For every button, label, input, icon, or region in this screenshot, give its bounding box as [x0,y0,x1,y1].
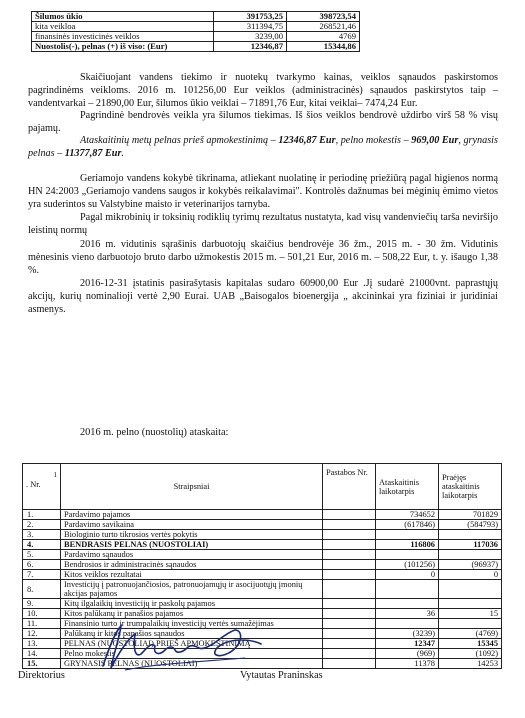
row-number: 10. [23,609,61,619]
row-item: Pardavimo sąnaudos [61,550,323,560]
row-number: 12. [23,629,61,639]
row-number: 6. [23,560,61,570]
signatory-name: Vytautas Praninskas [240,670,323,681]
value-current [376,530,439,540]
row-notes [323,659,376,669]
value-previous: 14253 [439,659,502,669]
table-row [23,599,502,609]
row-item: PELNAS (NUOSTOLIAI) PRIEŠ APMOKESTINIMĄ [61,639,323,649]
table-row [32,32,360,42]
header-previous-period: Praėjęs ataskaitinis laikotarpis [439,464,502,510]
value-2016: 3239,00 [214,32,287,42]
row-item: Pardavimo pajamos [61,510,323,520]
value-2016: 311394,75 [214,22,287,32]
value-previous: 117036 [439,540,502,550]
row-number: 1. [23,510,61,520]
row-number: 11. [23,619,61,629]
table-row [32,22,360,32]
value-2015: 15344,86 [287,42,360,52]
value-previous [439,550,502,560]
row-number: 7. [23,570,61,580]
row-item: Palūkanų ir kitos panašios sąnaudos [61,629,323,639]
row-item: Pelno mokestis [61,649,323,659]
row-number: 8. [23,580,61,599]
row-notes [323,639,376,649]
table-row [23,609,502,619]
row-number: 14. [23,649,61,659]
value-previous: (4769) [439,629,502,639]
value-current: 116806 [376,540,439,550]
row-notes [323,629,376,639]
header-items: Straipsniai [61,464,323,510]
value-current: 734652 [376,510,439,520]
table-row [23,580,502,599]
row-number: 4. [23,540,61,550]
value-previous: (584793) [439,520,502,530]
row-notes [323,609,376,619]
value-current [376,599,439,609]
row-item: Pardavimo savikaina [61,520,323,530]
row-number: 15. [23,659,61,669]
row-notes [323,550,376,560]
paragraph-capital: 2016-12-31 įstatinis pasirašytasis kapitalas sudaro 60900,00 Eur .Jį sudarė 21000vnt. paprastųjų akcijų, kurių nominalioji vertė 2,90 Eurai. UAB „Baisogalos bioenergija „ akcininkai yra fiziniai ir juridiniai asmenys. [28,278,498,315]
value-previous: (96937) [439,560,502,570]
row-number: 3. [23,530,61,540]
row-label: finansinės investicinės veiklos [32,32,214,42]
row-notes [323,570,376,580]
value-previous [439,599,502,609]
row-label: Šilumos ūkio [32,12,214,22]
row-item: Kitos veiklos rezultatai [61,570,323,580]
row-label: Nuostolis(-), pelnas (+) iš viso: (Eur) [32,42,214,52]
row-number: 5. [23,550,61,560]
row-number: 2. [23,520,61,530]
header-notes: Pastabos Nr. [323,464,376,510]
value-previous: (1092) [439,649,502,659]
value-2015: 268521,46 [287,22,360,32]
row-notes [323,540,376,550]
paragraph-main-activity: Pagrindinė bendrovės veikla yra šilumos tiekimas. Iš šios veiklos bendrovė uždirbo virš 58 % visų pajamų. [28,110,498,134]
row-number: 9. [23,599,61,609]
value-current: 11378 [376,659,439,669]
row-item: BENDRASIS PELNAS (NUOSTOLIAI) [61,540,323,550]
value-previous: 15 [439,609,502,619]
value-previous: 701829 [439,510,502,520]
value-current: 0 [376,570,439,580]
row-notes [323,530,376,540]
value-previous: 15345 [439,639,502,649]
value-previous [439,580,502,599]
value-2015: 398723,54 [287,12,360,22]
paragraph-water-quality: Geriamojo vandens kokybė tikrinama, atliekant nuolatinę ir periodinę priežiūrą pagal higienos normą HN 24:2003 „Geriamojo vandens saugos ir kokybės reikalavimai". Kontrolės dažnumas bei mėginių ėmimo vietos yra suderintos su Valstybine maisto ir veterinarijos tarnyba. [28,173,498,210]
value-2016: 12346,87 [214,42,287,52]
value-current [376,550,439,560]
value-current: 12347 [376,639,439,649]
value-current: (617846) [376,520,439,530]
paragraph-profit-summary: Ataskaitinių metų pelnas prieš apmokestinimą – 12346,87 Eur, pelno mokestis – 969,00 Eur, grynasis pelnas – 11377,87 Eur. [28,135,498,159]
row-item: Finansinio turto ir trumpalaikių investicijų vertės sumažėjimas [61,619,323,629]
row-notes [323,599,376,609]
value-current: (101256) [376,560,439,570]
row-notes [323,580,376,599]
activity-results-table [31,11,360,52]
value-previous: 0 [439,570,502,580]
value-2015: 4769 [287,32,360,42]
value-previous [439,530,502,540]
table-row [32,12,360,22]
signature-role: Direktorius [18,670,65,681]
row-item: Biologinio turto tikrosios vertės pokytis [61,530,323,540]
table-row [32,42,360,52]
row-item: Investicijų į patronuojančiosios, patronuojamųjų ir asocijuotųjų įmonių akcijas pajamos [61,580,323,599]
table-row [23,530,502,540]
paragraph-pollution: Pagal mikrobinių ir toksinių rodiklių tyrimų rezultatus nustatyta, kad visų vandenviečių tarša neviršijo leistinų normų [28,212,498,236]
table-row [23,540,502,550]
row-item: Kitų ilgalaikių investicijų ir paskolų pajamos [61,599,323,609]
paragraph-employees: 2016 m. vidutinis sąrašinis darbuotojų skaičius bendrovėje 36 žm., 2015 m. - 30 žm. Vidutinis mėnesinis vieno darbuotojo bruto darbo užmokestis 2015 m. – 501,21 Eur, 2016 m. – 508,22 Eur, t. y. išaugo 1,38 %. [28,239,498,276]
row-notes [323,520,376,530]
row-notes [323,560,376,570]
row-item: Bendrosios ir administracinės sąnaudos [61,560,323,570]
row-item: GRYNASIS PELNAS (NUOSTOLIAI) [61,659,323,669]
value-current: (969) [376,649,439,659]
header-current-period: Ataskaitinis laikotarpis [376,464,439,510]
value-2016: 391753,25 [214,12,287,22]
table-row [23,570,502,580]
value-current [376,580,439,599]
paragraph-cost-allocation: Skaičiuojant vandens tiekimo ir nuotekų tvarkymo kainas, veiklos sąnaudos paskirstomos pagrindinėms veikloms. 2016 m. 101256,00 Eur veiklos (administracinės) sąnaudos paskirstytos taip – vandentvarkai – 21890,00 Eur, šilumos ūkio veiklai – 71891,76 Eur, kitai veiklai– 7474,24 Eur. [28,72,498,109]
value-current [376,619,439,629]
value-previous [439,619,502,629]
table-row [23,510,502,520]
row-number: 13. [23,639,61,649]
row-notes [323,510,376,520]
row-label: kita veikloa [32,22,214,32]
table-row [23,560,502,570]
table-row [23,550,502,560]
value-current: 36 [376,609,439,619]
table-row [23,520,502,530]
row-notes [323,649,376,659]
value-current: (3239) [376,629,439,639]
report-caption: 2016 m. pelno (nuostolių) ataskaita: [80,427,229,438]
header-nr: 1 . Nr. [23,464,61,510]
handwritten-signature [95,618,265,678]
row-notes [323,619,376,629]
table-header-row [23,464,502,510]
row-item: Kitos palūkanų ir panašios pajamos [61,609,323,619]
